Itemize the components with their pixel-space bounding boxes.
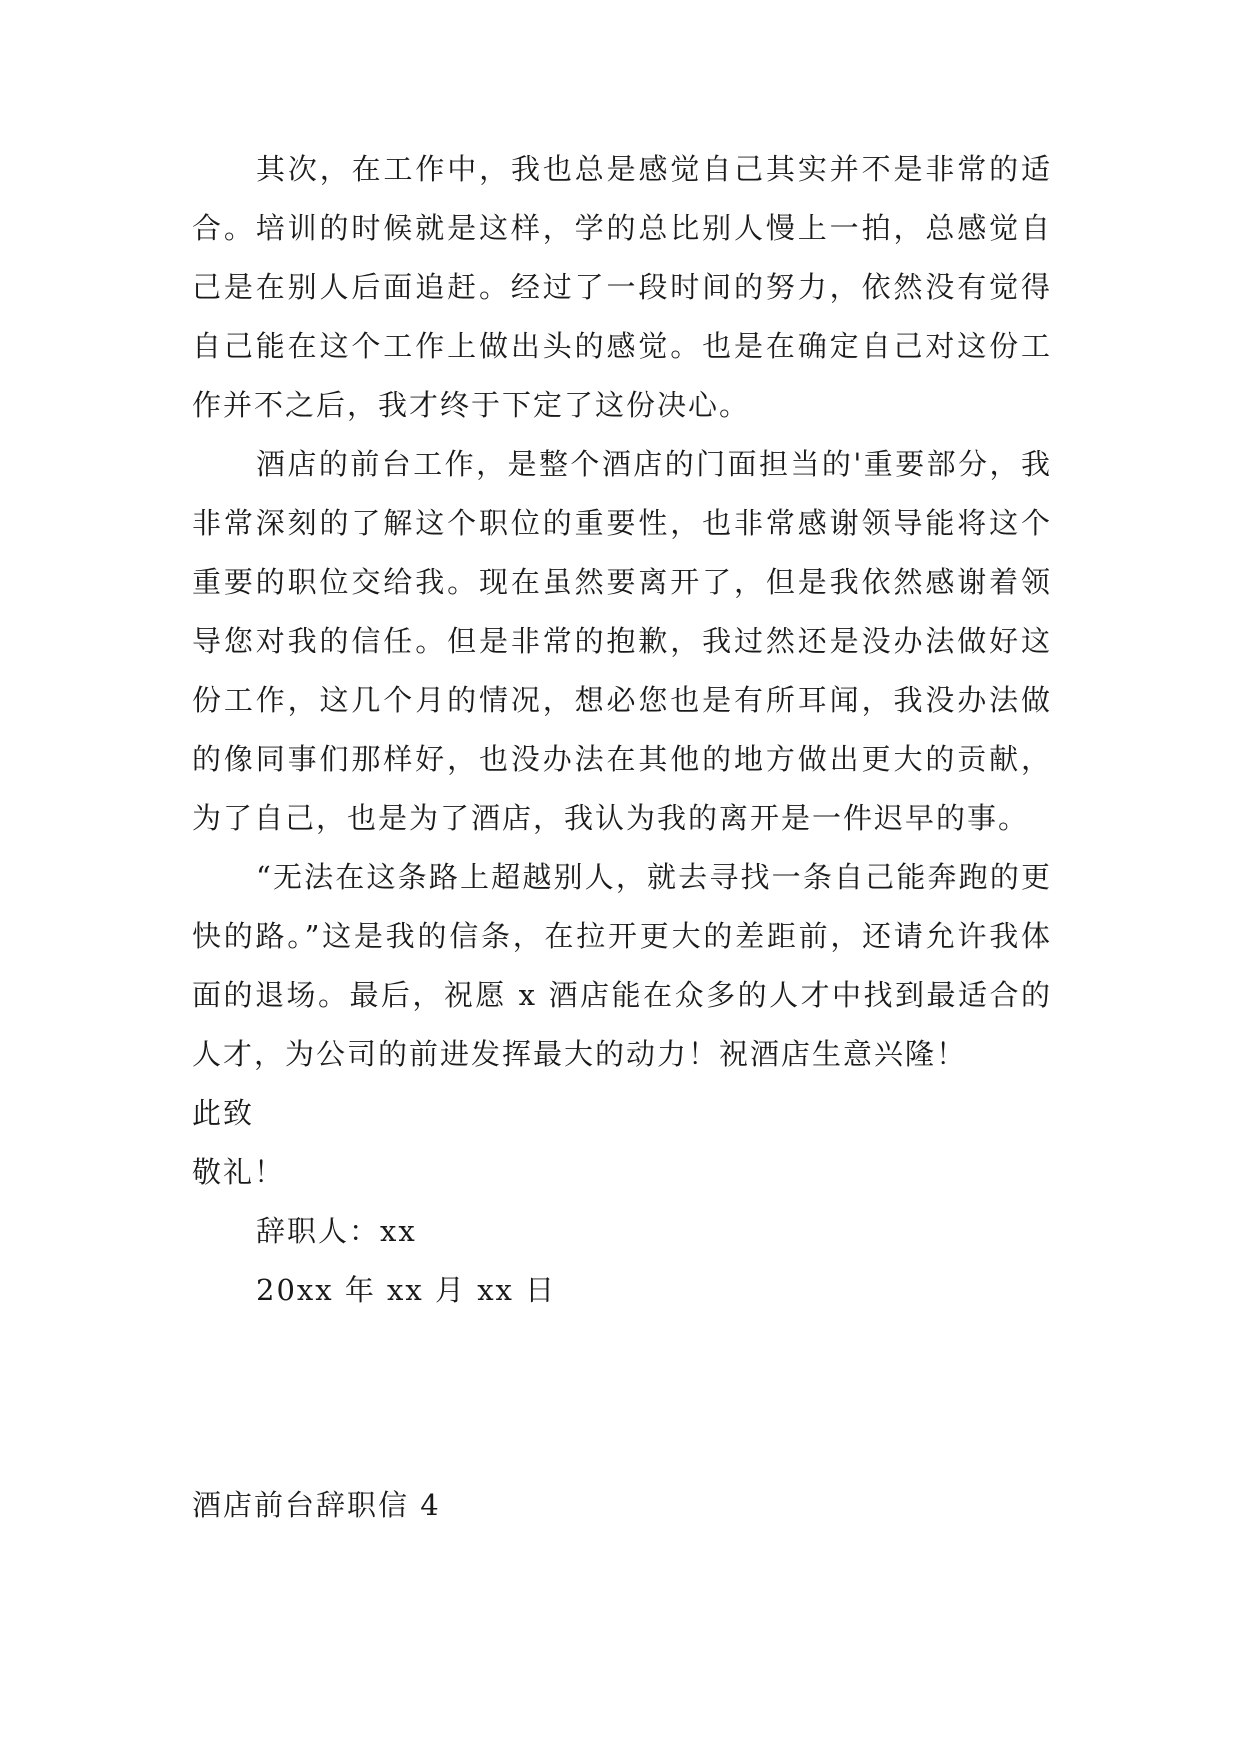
next-section-title: 酒店前台辞职信 4 [192,1488,441,1522]
section-heading-block [192,1476,1052,1535]
paragraph-3: “无法在这条路上超越别人，就去寻找一条自己能奔跑的更快的路。”这是我的信条，在拉开更大的差距前，还请允许我体面的退场。最后，祝愿 x 酒店能在众多的人才中找到最适合的人才，为公司的前进发挥最大的动力！祝酒店生意兴隆！ [192,860,1052,1071]
letter-date: 20xx 年 xx 月 xx 日 [256,1273,557,1307]
signature: 辞职人：xx [256,1214,417,1248]
paragraph-2: 酒店的前台工作，是整个酒店的门面担当的'重要部分，我非常深刻的了解这个职位的重要性，也非常感谢领导能将这个重要的职位交给我。现在虽然要离开了，但是我依然感谢着领导您对我的信任。但是非常的抱歉，我过然还是没办法做好这份工作，这几个月的情况，想必您也是有所耳闻，我没办法做的像同事们那样好，也没办法在其他的地方做出更大的贡献，为了自己，也是为了酒店，我认为我的离开是一件迟早的事。 [192,447,1052,835]
paragraph-1: 其次，在工作中，我也总是感觉自己其实并不是非常的适合。培训的时候就是这样，学的总比别人慢上一拍，总感觉自己是在别人后面追赶。经过了一段时间的努力，依然没有觉得自己能在这个工作上做出头的感觉。也是在确定自己对这份工作并不之后，我才终于下定了这份决心。 [192,152,1052,422]
closing-salute: 敬礼！ [192,1155,286,1189]
closing-greeting: 此致 [192,1096,255,1130]
letter-body [192,140,1052,1320]
